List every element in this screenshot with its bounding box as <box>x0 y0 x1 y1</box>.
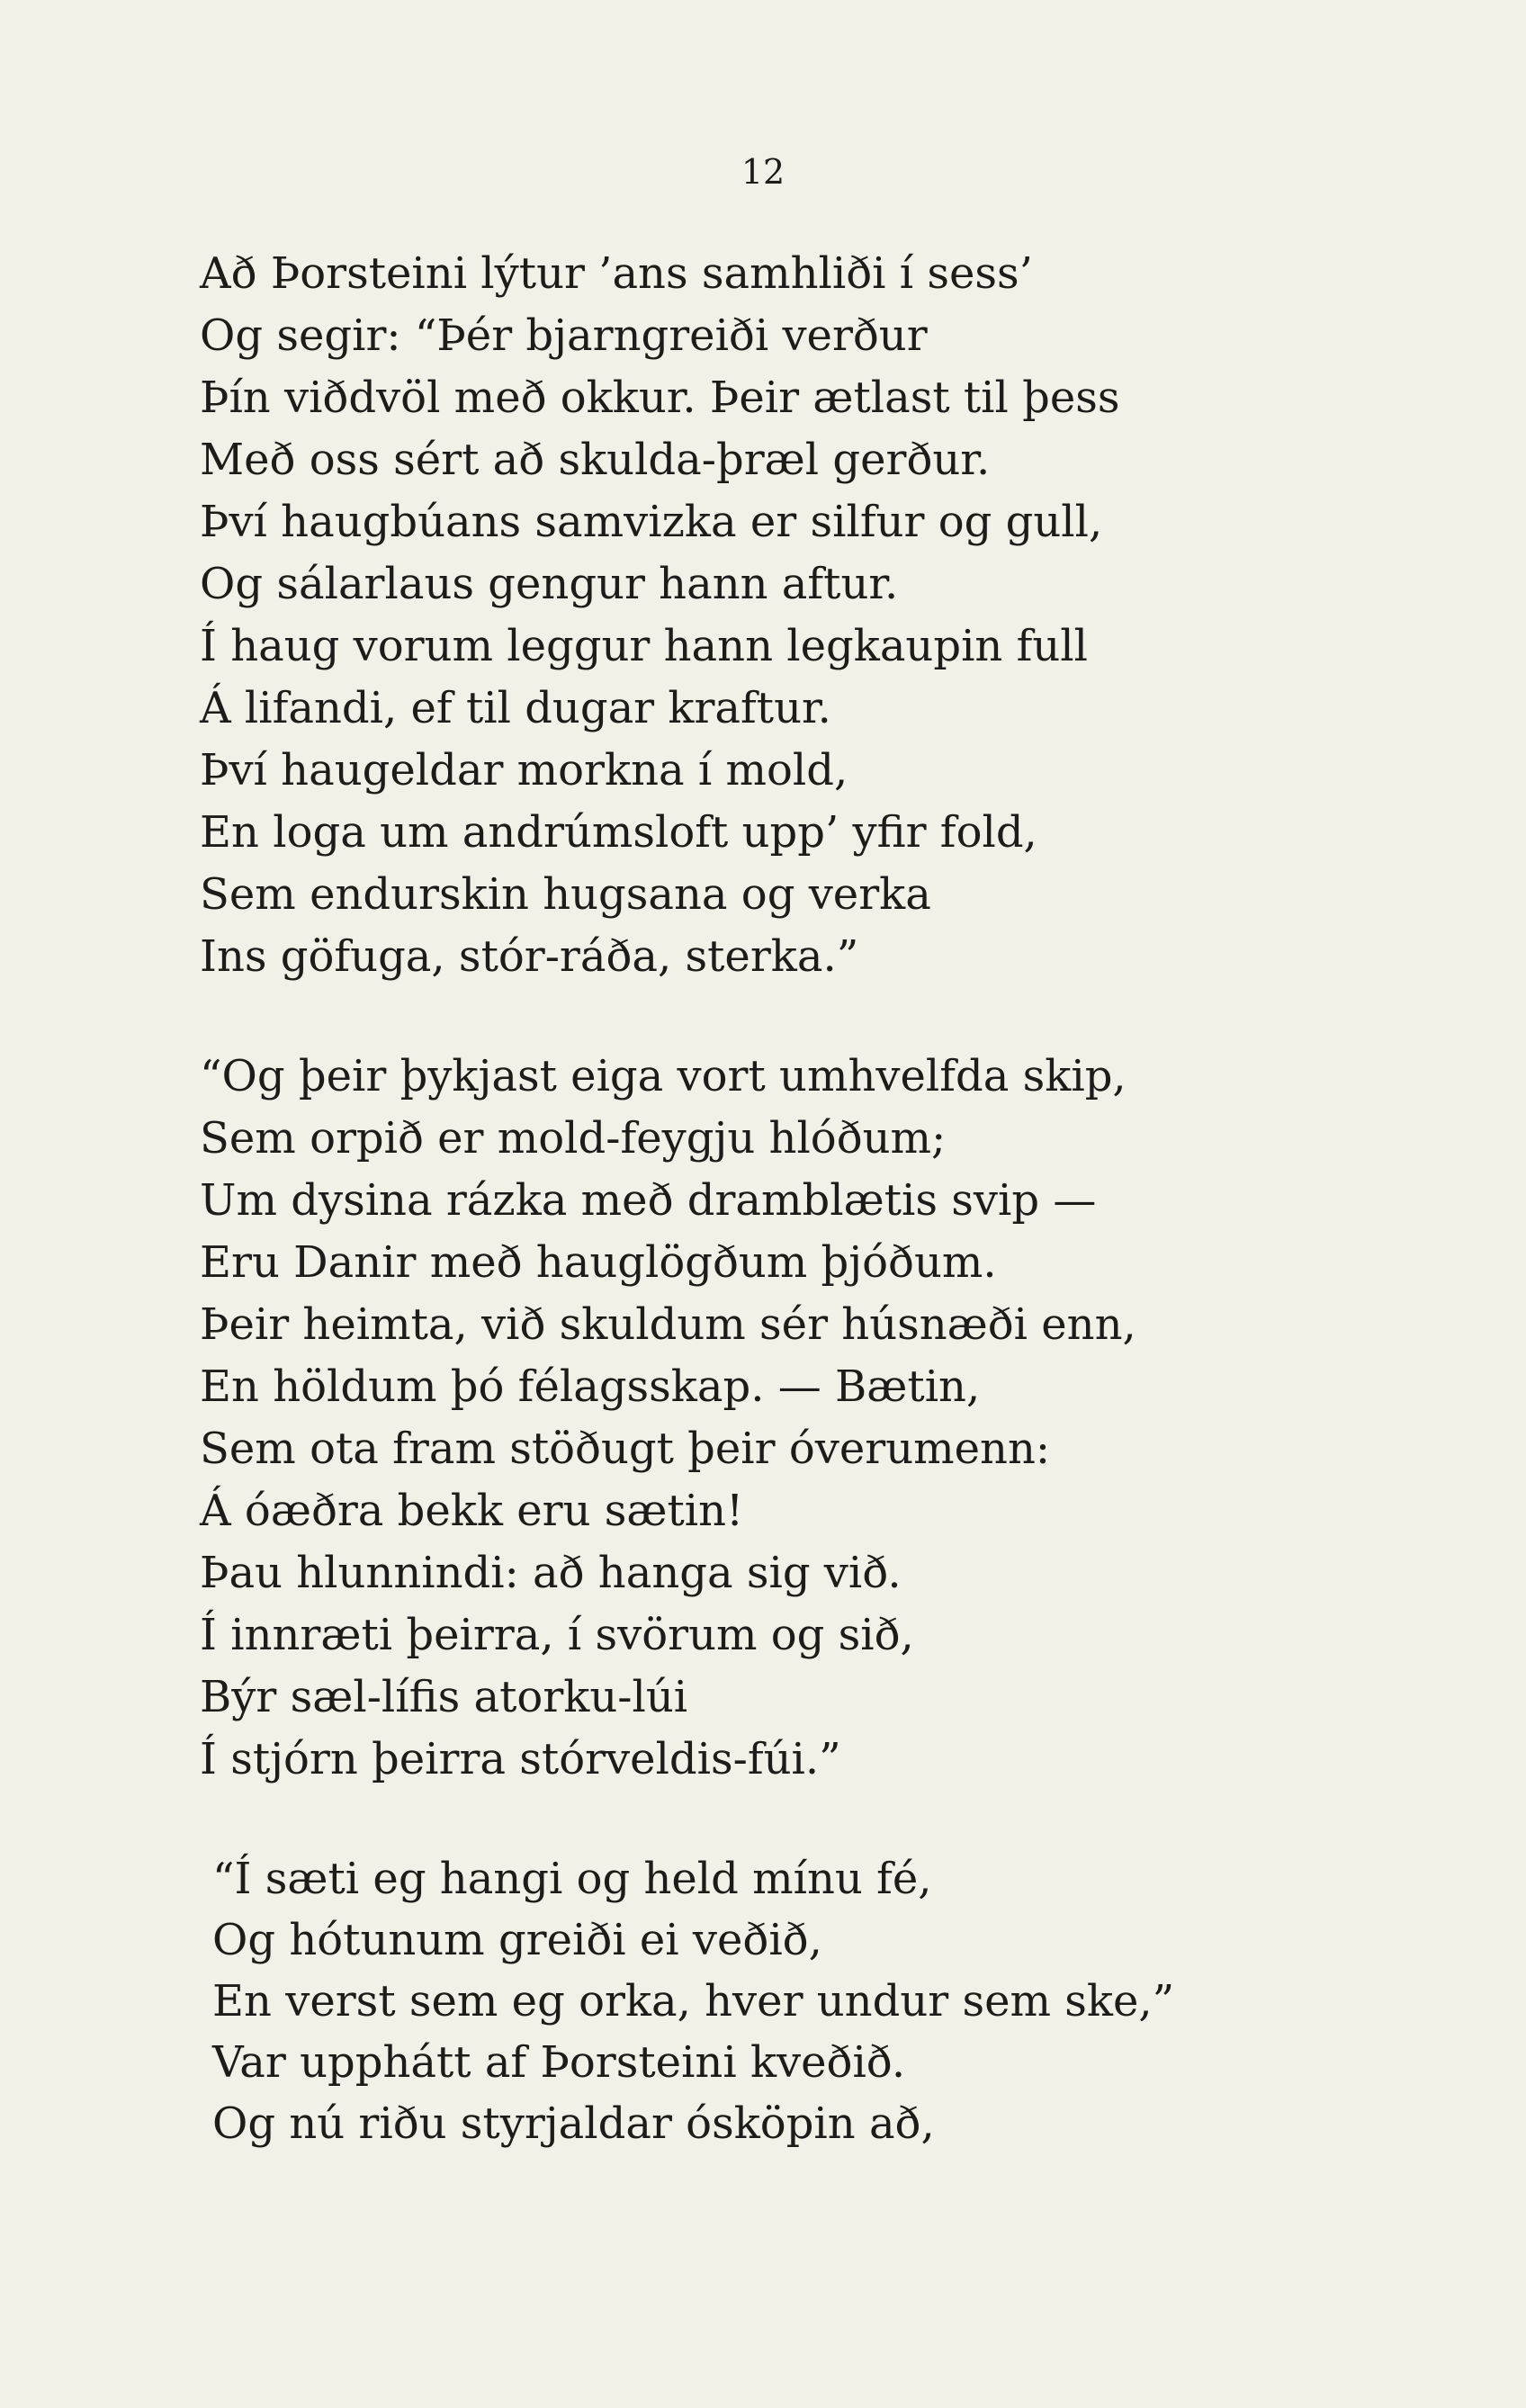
verse-line: Og segir: “Þér bjarngreiði verður <box>200 310 928 361</box>
verse-line: Með oss sért að skulda-þræl gerður. <box>200 435 991 485</box>
verse-line: Sem endurskin hugsana og verka <box>200 869 931 920</box>
verse-line: En loga um andrúmsloft upp’ yfir fold, <box>200 807 1037 858</box>
verse-line: Þau hlunnindi: að hanga sig við. <box>200 1548 902 1598</box>
verse-line: Þeir heimta, við skuldum sér húsnæði enn, <box>200 1299 1136 1350</box>
verse-line: Því haugbúans samvizka er silfur og gull, <box>200 497 1103 547</box>
verse-line: “Í sæti eg hangi og held mínu fé, <box>212 1854 932 1904</box>
verse-line: Og nú riðu styrjaldar ósköpin að, <box>212 2098 935 2149</box>
verse-line: Sem orpið er mold-feygju hlóðum; <box>200 1113 947 1164</box>
verse-line: En höldum þó félagsskap. — Bætin, <box>200 1361 981 1412</box>
verse-line: Býr sæl-lífis atorku-lúi <box>200 1672 688 1722</box>
verse-line: Var upphátt af Þorsteini kveðið. <box>212 2037 906 2088</box>
verse-line: Um dysina rázka með dramblætis svip — <box>200 1175 1097 1226</box>
verse-line: “Og þeir þykjast eiga vort umhvelfda skip, <box>200 1051 1127 1101</box>
verse-line: Eru Danir með hauglögðum þjóðum. <box>200 1237 997 1288</box>
verse-line: Í stjórn þeirra stórveldis-fúi.” <box>200 1734 841 1784</box>
verse-line: Og hótunum greiði ei veðið, <box>212 1915 822 1965</box>
verse-line: En verst sem eg orka, hver undur sem ske,” <box>212 1976 1175 2026</box>
verse-line: Að Þorsteini lýtur ’ans samhliði í sess’ <box>200 248 1033 299</box>
verse-line: Í innræti þeirra, í svörum og sið, <box>200 1610 914 1660</box>
verse-line: Sem ota fram stöðugt þeir óverumenn: <box>200 1424 1051 1474</box>
verse-line: Í haug vorum leggur hann legkaupin full <box>200 621 1088 671</box>
verse-line: Á óæðra bekk eru sætin! <box>200 1486 744 1536</box>
verse-line: Ins göfuga, stór-ráða, sterka.” <box>200 931 859 982</box>
verse-line: Því haugeldar morkna í mold, <box>200 745 848 795</box>
verse-line: Á lifandi, ef til dugar kraftur. <box>200 683 831 733</box>
stanza-1 <box>200 243 1120 988</box>
page-number: 12 <box>741 152 785 192</box>
stanza-2 <box>200 1046 1136 1791</box>
verse-line: Og sálarlaus gengur hann aftur. <box>200 559 899 609</box>
stanza-3 <box>212 1848 1174 2154</box>
verse-line: Þín viðdvöl með okkur. Þeir ætlast til þess <box>200 373 1120 423</box>
